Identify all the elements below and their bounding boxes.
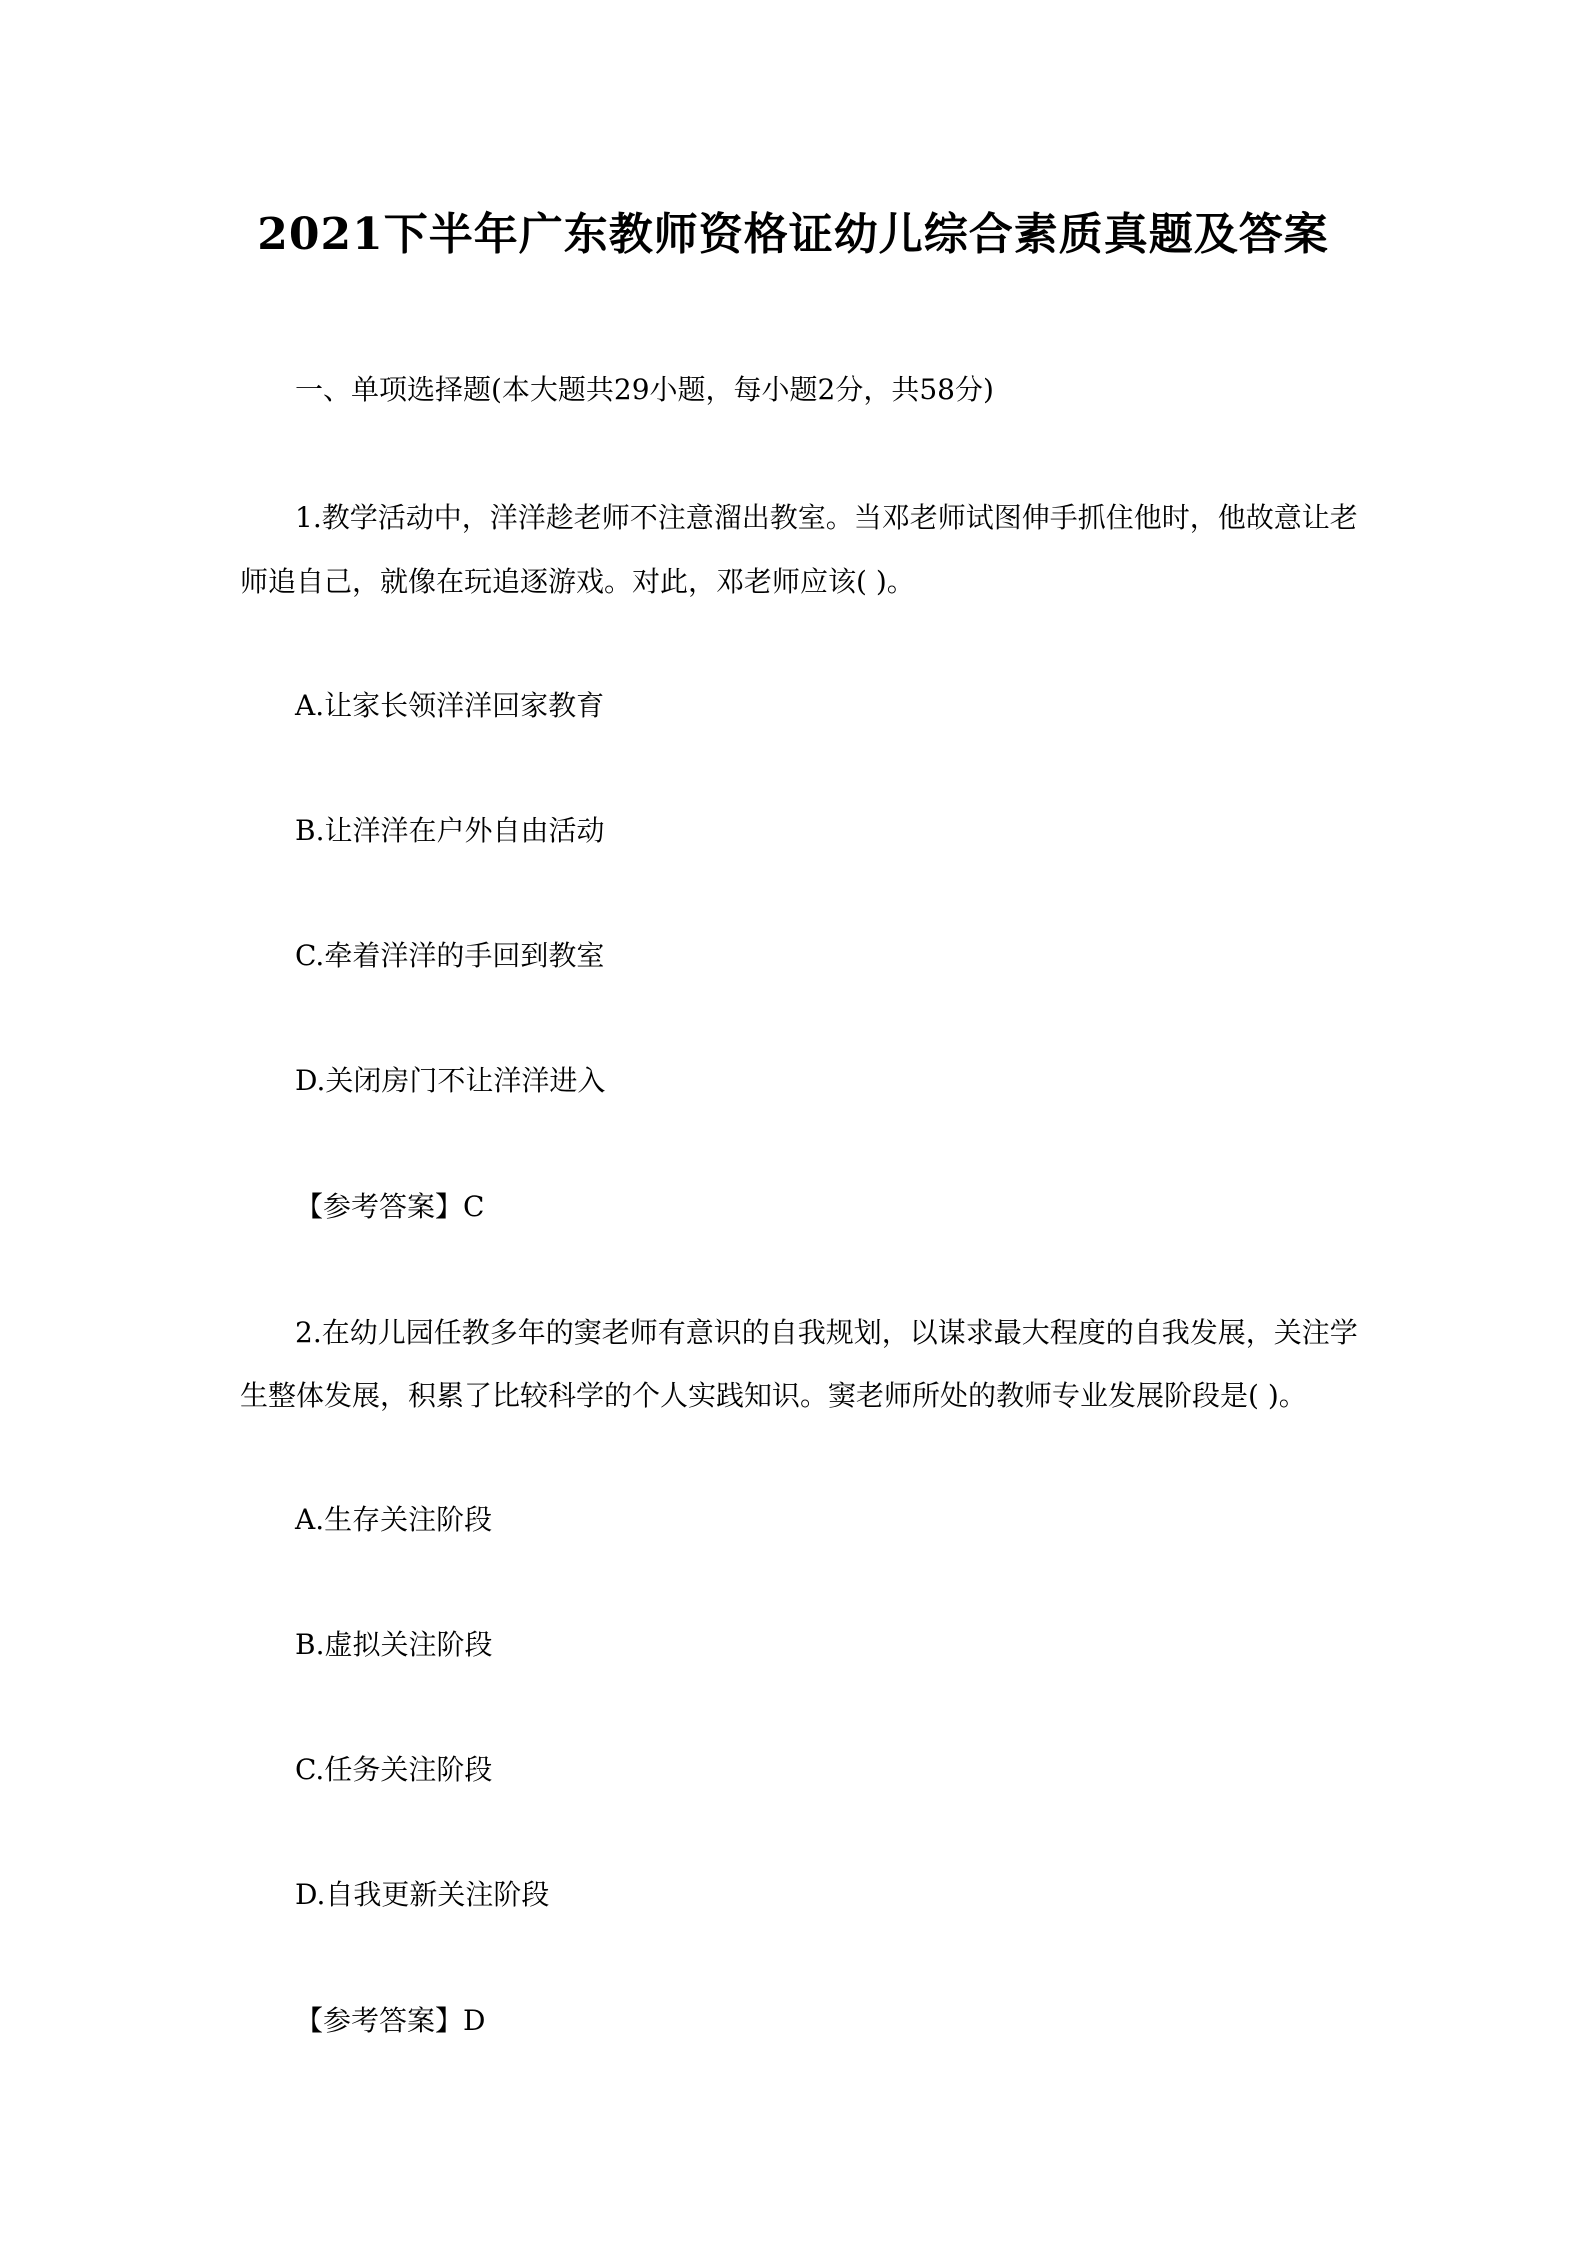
question-stem-line: 1.教学活动中，洋洋趁老师不注意溜出教室。当邓老师试图伸手抓住他时，他故意让老 <box>295 501 1358 534</box>
option-b: B.虚拟关注阶段 <box>295 1628 493 1661</box>
option-a: A.让家长领洋洋回家教育 <box>295 689 605 722</box>
question-stem-line: 生整体发展，积累了比较科学的个人实践知识。窦老师所处的教师专业发展阶段是( )。 <box>240 1379 1307 1412</box>
option-d: D.自我更新关注阶段 <box>295 1878 550 1911</box>
reference-answer: 【参考答案】C <box>295 1190 485 1223</box>
question-stem-line: 师追自己，就像在玩追逐游戏。对此，邓老师应该( )。 <box>240 565 915 598</box>
option-c: C.牵着洋洋的手回到教室 <box>295 939 605 972</box>
option-b: B.让洋洋在户外自由活动 <box>295 814 605 847</box>
reference-answer: 【参考答案】D <box>295 2004 486 2037</box>
document-title: 2021下半年广东教师资格证幼儿综合素质真题及答案 <box>257 209 1329 260</box>
question-stem-line: 2.在幼儿园任教多年的窦老师有意识的自我规划，以谋求最大程度的自我发展，关注学 <box>295 1316 1358 1349</box>
option-c: C.任务关注阶段 <box>295 1753 493 1786</box>
option-d: D.关闭房门不让洋洋进入 <box>295 1064 606 1097</box>
section-heading: 一、单项选择题(本大题共29小题，每小题2分，共58分) <box>295 373 994 406</box>
option-a: A.生存关注阶段 <box>295 1503 493 1536</box>
